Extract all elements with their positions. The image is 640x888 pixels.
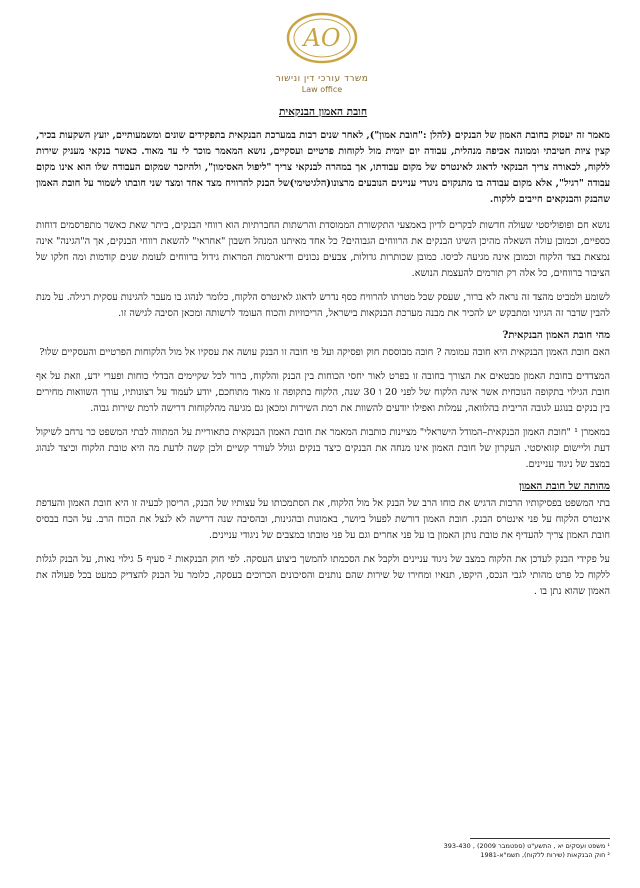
footnotes — [360, 842, 610, 860]
paragraph-supporters: המצדדים בחובת האמון מבטאים את הצורך בחובה זו בפרט לאור יחסי הכוחות בין הבנק והלקוח, ברור לכל שקיימים הבדלי כוחות ופערי ידע, וזאת על אף חובת הגילוי בתקופה הנוכחית אשר אינה הלקוח של לפני 20 ו 30 שנה, הלקוח בתקופה זו מאוד מתוחכם, יודע לעמוד על רצונותיו, עורך השוואות מחירים בין בנקים בנוגע לגובה הריבית בהלוואה, עמלות ואפילו יודעים להשוות את רמת השירות ומכאן גם מגיעה מהלקוחות דרישה לרמת שירות גבוה. — [36, 371, 610, 414]
office-name-hebrew: משרד עורכי דין ונישור — [275, 74, 369, 84]
logo-initials: AO — [303, 24, 341, 52]
footnote-1: ¹ משפט ועסקים יא , התשע"ט (ספטמבר 2009) , 393-430 — [443, 842, 610, 850]
paragraph-article-ref: במאמרן ¹ "חובת האמון הבנקאית–המודל הישראלי" מציינות כותבות המאמר את חובת האמון הבנקאית כתאוריית על המתווה לבתי המשפט כר נרחב לשיקול דעת וליישום קזואיסטי. העקרון של חובת האמון אינו מנחה את הבנקים כיצד בנקים וגולל לעורר קשיים ולכן קשה לדעת מה היא טובת הלקוח וכיצד לנהוג במצב של ניגוד עניינים. — [36, 427, 610, 470]
section-heading-what-is: מהי חובת האמון הבנקאית? — [502, 330, 610, 341]
paragraph-disclosure: על פקידי הבנק לעדכן את הלקוח במצב של ניגוד עניינים ולקבל את הסכמתו להמשך ביצוע העסקה. לפי חוק הבנקאות ² סעיף 5 גילוי נאות, על הבנק לגלות ללקוח כל פרט מהותי לגבי הנכס, היקפו, תנאיו ומחירו של שירות שהם נותנים והסיכונים הכרוכים בעסקה, כלומר על הבנק להצדיק כמעט בכל פעולה את האמון שהוא נתן בו . — [36, 554, 610, 597]
paragraph-courts: בתי המשפט בפסיקותיו הרבות הדגיש את כוחו הרב של הבנק אל מול הלקוח, את הסתמכותו על עצותיו של הבנק, הריסון לבעיה זו היא חובת האמון והעדפת אינטרס הלקוח על פני אינטרס הבנק. חובת האמון דורשת לפעול ביושר, באמונות ובהגינות, ובהסיבה שנה דרישה לא לנצל את הכוח הרב. על הכח בבסיס חובת האמון צריך להעדיף את טובת נותן האמון בו על פני אחרים וגם על פני טובתו במצבים של ניגודי עניינים. — [36, 498, 610, 541]
logo-emblem-icon — [280, 8, 364, 68]
article-body — [36, 106, 610, 608]
paragraph-question: האם חובת האמון הבנקאית היא חובה עמומה ? חובה מבוססת חוק ופסיקה ועל פי חובה זו הבנק עושה את עסקיו אל מול הלקוחות הפרטיים והעסקיים שלו? — [39, 347, 610, 358]
footnote-2: ² חוק הבנקאות (שירות ללקוח), תשמ"א-1981 — [480, 851, 610, 859]
lead-paragraph: מאמר זה יעסוק בחובת האמון של הבנקים (להלן :"חובת אמון"), לאחר שנים רבות במערכת הבנקאית בתפקידים שונים ומשמעותיים, יועץ השקעות בכיר, קצין ציות חטיבתי וממונה אכיפה מנהלית, עבודה יום יומית מול לקוחות פרטיים ועסקיים, נושא המאמר מוכר לי עד מאוד. כאשר בנקאי מעניק שירות ללקוח, לכאורה צריך הבנקאי לדאוג לאינטרס של מקום עבודתו, אך במהרה לבנקאי צריך "ליפול האסימון", ולהיזכר שמקום העבודה שלו הוא אינו מקום עבודה "רגיל", אלא מקום עבודה בו מתנקזים ניגודי עניינים הנובעים מרצונו(הלגיטימי)של הבנק להרוויח מצד אחד ומצד שני חובתו לשמור על חובת האמון שהבנק והבנקאים חייבים ללקוח. — [36, 130, 610, 205]
footnote-separator — [470, 838, 610, 839]
office-name-english: Law office — [301, 85, 343, 94]
office-logo — [262, 8, 382, 92]
paragraph-observer: לשומע ולמביט מהצד זה נראה לא ברור, שעסק שכל מטרתו להרוויח כסף נדרש לדאוג לאינטרס הלקוח, כלומר לנהוג בו מעבר להגינות עסקית רגילה. על מנת להבין שדבר זה הגיוני ומתבקש יש להכיר את מבנה מערכת הבנקאות בישראל, הריכוזיות והכוח העומד לרשותה ומכאן הסיבה לגישה זו. — [36, 292, 610, 319]
paragraph-profits: נושא חם ופופוליסטי שעולה חדשות לבקרים לדיון באמצעי התקשורת הממוסדת והרשתות החברתיות הוא רווחי הבנקים, ביתר שאת כאשר מתפרסמים דוחות כספיים, וכמובן עולה השאלה מהיכן השיגו הבנקים את הרווחים הגבוהים? כל אחד מאיתנו המנהל חשבון "אחראי" להשאת רווחי הבנקים, אך ה"הגינה" אינה נמצאת בצד הלקוח וכמובן אינה מגיעה לכיסו. כמובן שכותרות גדולות, צבעים נכונים ודיאגרמות המראות גידול ברווחים לעומת שנים קודמות ומה חלקו של הציבור ברווחים, כל אלה רק תורמים להעצמת הנושא. — [36, 220, 610, 279]
article-title: חובת האמון הבנקאית — [278, 106, 368, 118]
section-heading-essence: מהותה של חובת האמון — [519, 481, 610, 492]
